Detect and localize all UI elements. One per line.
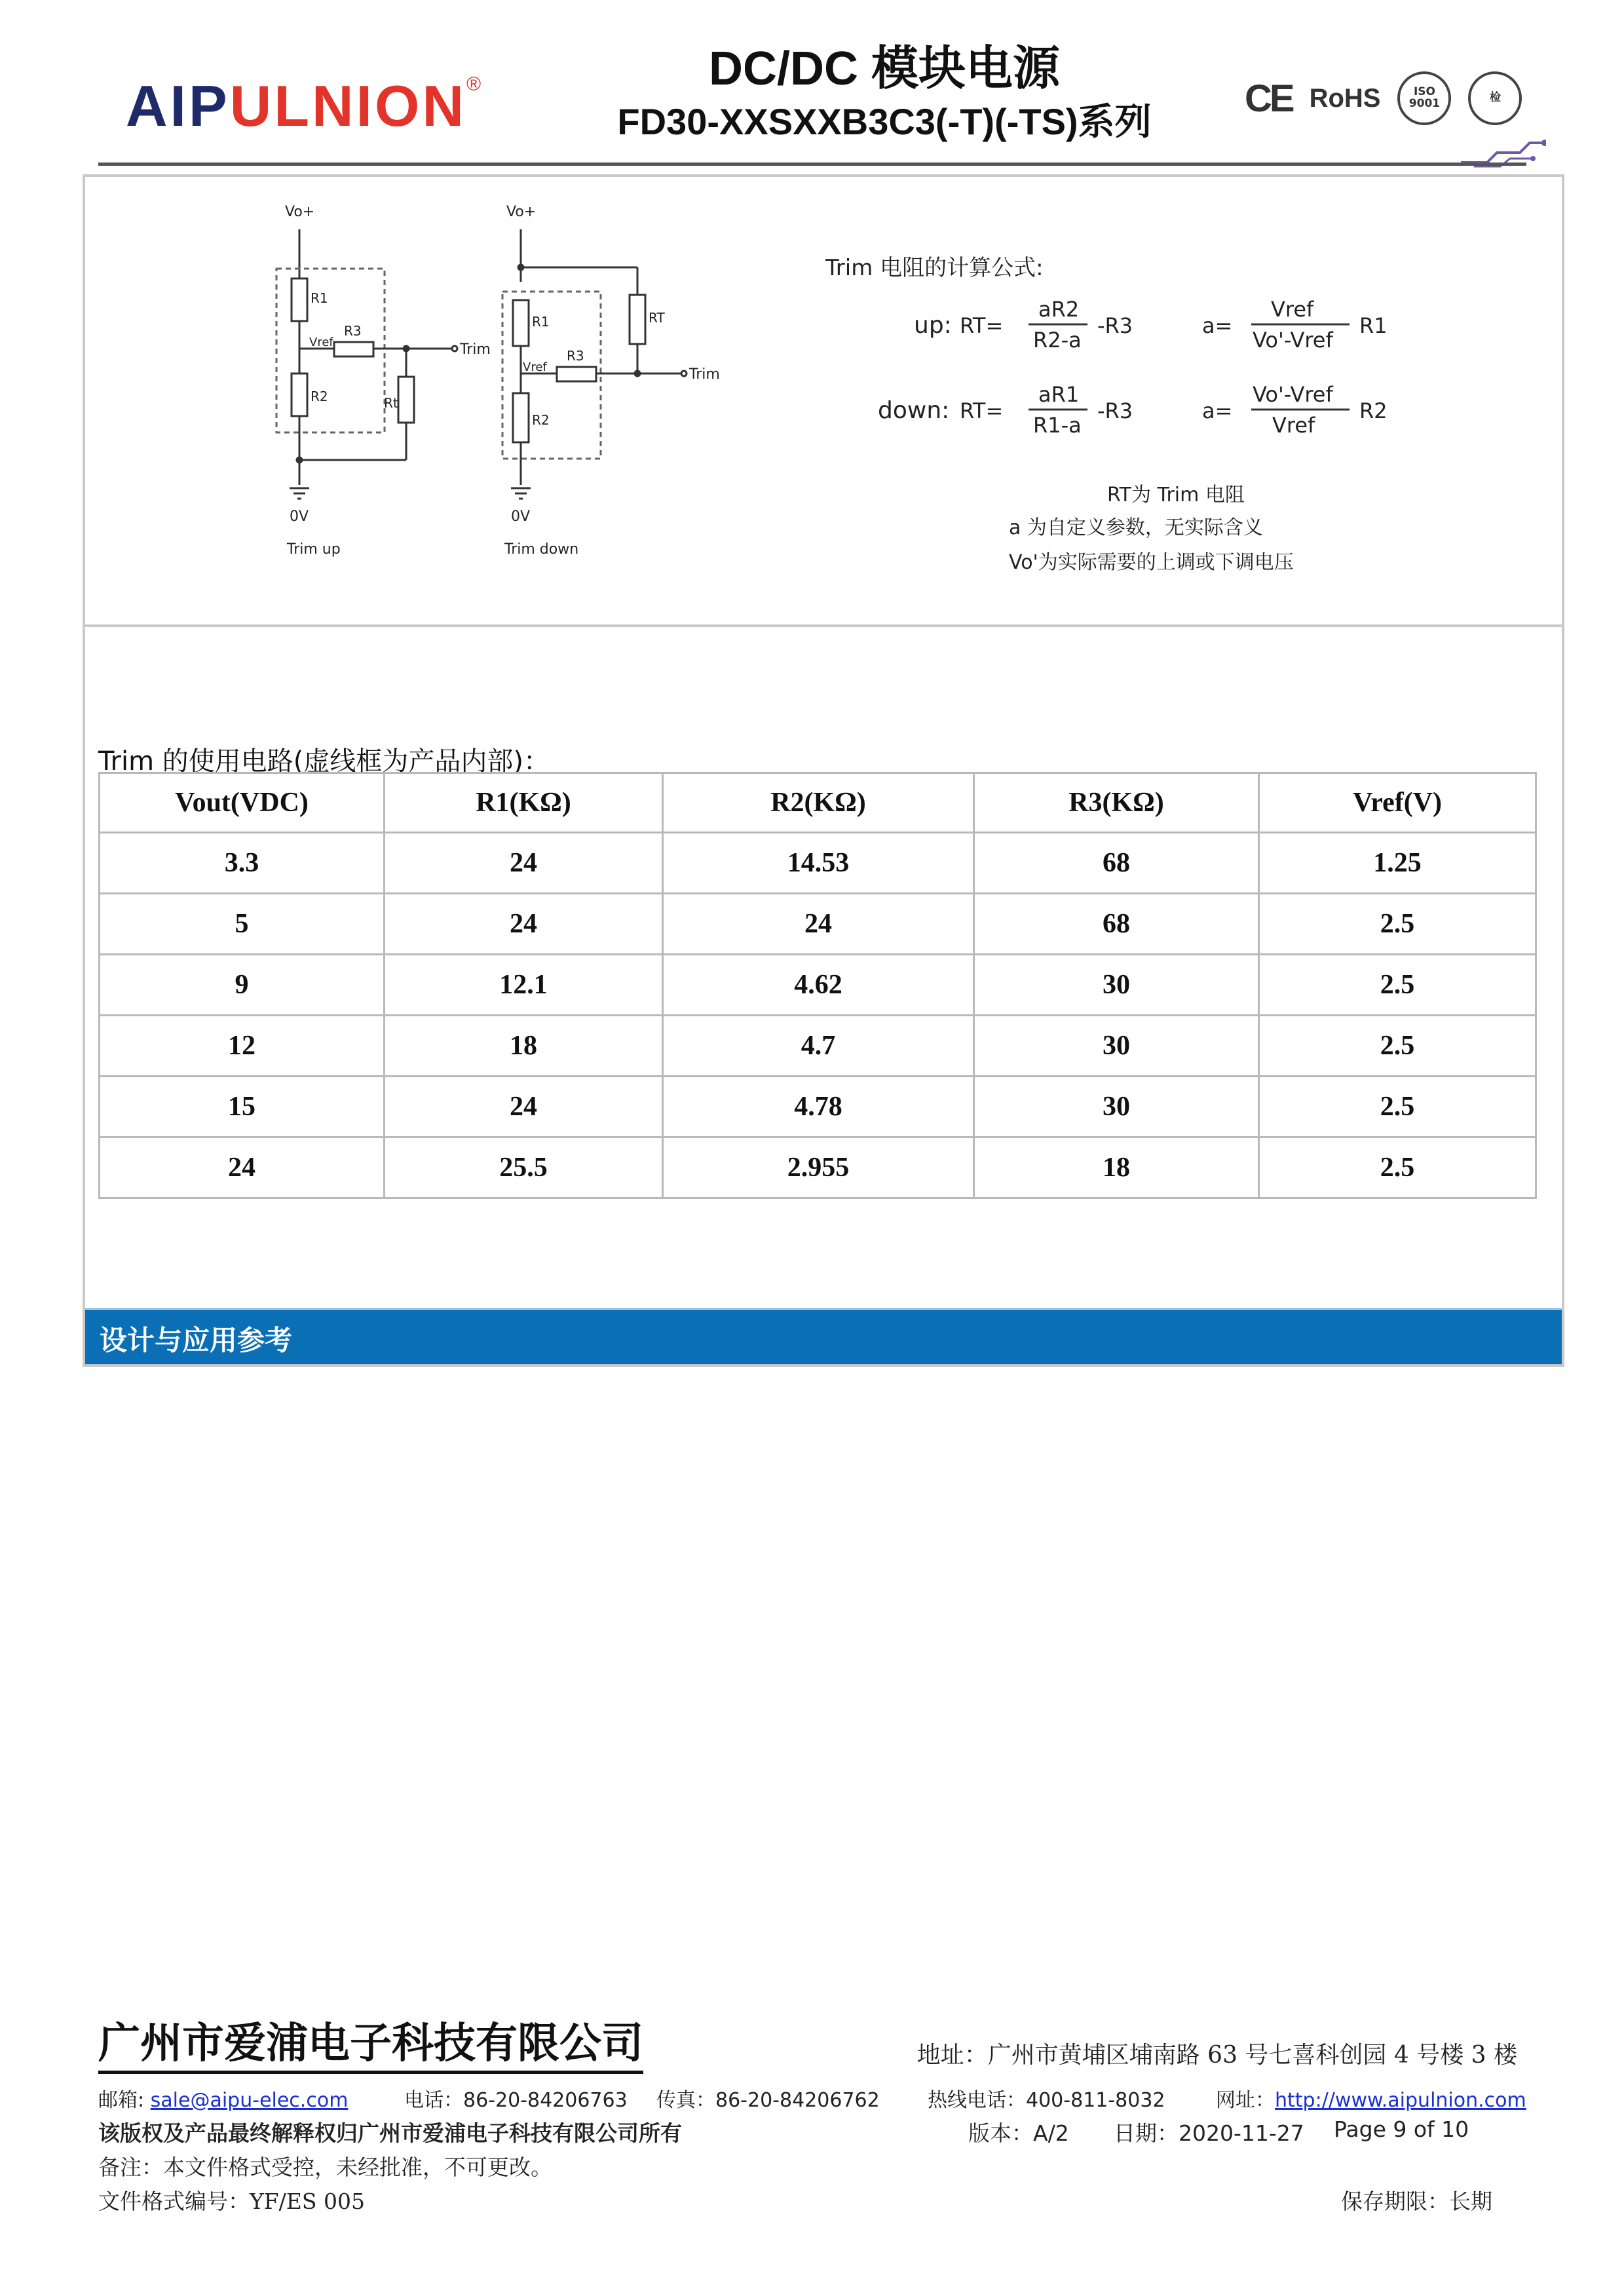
down-label: down: [878,397,950,424]
iso-seal-icon: ISO 9001 [1397,71,1451,125]
a-down-numerator: Vo'-Vref [1253,382,1333,407]
quality-seal-icon: 检 [1468,71,1522,125]
email-label: 邮箱: [98,2089,151,2112]
cell-r2: 24 [663,894,974,955]
up-numerator: aR2 [1038,297,1080,322]
up-minus-r3: -R3 [1097,313,1133,338]
footer-address: 地址：广州市黄埔区埔南路 63 号七喜科创园 4 号楼 3 楼 [916,2042,1517,2069]
trim-down-r1-label: R1 [532,314,550,330]
a-down-denominator: Vref [1272,413,1315,438]
table-row [100,1016,1536,1077]
cell-vref: 2.5 [1259,1138,1536,1198]
cell-vref: 2.5 [1259,1077,1536,1138]
table-header-row [100,773,1536,833]
a-up-denominator: Vo'-Vref [1253,328,1333,353]
col-vout: Vout(VDC) [100,773,385,833]
cert-logos [1245,72,1522,124]
footer-version: 版本：A/2 [968,2120,1069,2146]
col-r2: R2(KΩ) [663,773,974,833]
footer-fax: 传真：86-20-84206762 [656,2089,880,2112]
trim-up-trim-label: Trim [460,341,491,358]
cell-r3: 30 [974,1016,1259,1077]
cell-r1: 24 [385,833,663,894]
cell-r1: 18 [385,1016,663,1077]
table-caption: Trim 的使用电路(虚线框为产品内部)： [98,746,550,776]
cell-vref: 2.5 [1259,955,1536,1016]
down-denominator: R1-a [1033,413,1082,438]
section-divider [83,624,1564,627]
trim-up-rt-label: Rt [384,395,398,411]
footer-page-number: Page 9 of 10 [1334,2116,1469,2142]
trim-up-r2-label: R2 [311,389,328,404]
cell-r2: 4.78 [663,1077,974,1138]
col-vref: Vref(V) [1259,773,1536,833]
footer-web-line [1216,2084,1526,2113]
trim-down-caption: Trim down [504,541,579,558]
table-row [100,1138,1536,1198]
note-a: a 为自定义参数，无实际含义 [1009,516,1263,539]
table-row [100,1077,1536,1138]
trim-resistor-table [98,772,1537,1199]
registered-mark: ® [466,73,484,95]
cell-r2: 14.53 [663,833,974,894]
trim-circuit-diagram [85,177,1562,622]
up-rt-eq: RT= [960,313,1004,338]
trim-down-0v-label: 0V [511,508,531,525]
footer-date: 日期：2020-11-27 [1114,2120,1304,2146]
logo-suffix: ULNION [229,73,467,138]
trim-down-trim-label: Trim [689,366,720,383]
trim-up-vo-label: Vo+ [285,204,315,220]
a-up-eq: a= [1202,313,1233,338]
trim-down-vo-label: Vo+ [506,204,537,220]
website-link[interactable]: http://www.aipulnion.com [1275,2089,1526,2112]
cell-vout: 12 [100,1016,385,1077]
cell-vout: 15 [100,1077,385,1138]
footer-note: 备注：本文件格式受控，未经批准，不可更改。 [98,2154,552,2180]
cell-vref: 2.5 [1259,894,1536,955]
footer-phone: 电话：86-20-84206763 [404,2089,628,2112]
section-bar [85,1308,1562,1364]
cell-r2: 2.955 [663,1138,974,1198]
cell-r3: 18 [974,1138,1259,1198]
down-minus-r3: -R3 [1097,398,1133,423]
logo-prefix: AIP [126,73,230,138]
footer-retention: 保存期限：长期 [1341,2189,1492,2214]
formula-title: Trim 电阻的计算公式: [825,255,1044,281]
cell-r1: 25.5 [385,1138,663,1198]
cell-r2: 4.7 [663,1016,974,1077]
trim-up-r3-label: R3 [344,323,362,339]
company-logo [126,73,484,138]
trim-up-0v-label: 0V [290,508,309,525]
cell-vout: 9 [100,955,385,1016]
email-link[interactable]: sale@aipu-elec.com [150,2089,349,2112]
note-rt: RT为 Trim 电阻 [1107,484,1245,507]
col-r1: R1(KΩ) [385,773,663,833]
cell-r3: 30 [974,955,1259,1016]
trim-down-r3-label: R3 [567,348,584,364]
a-up-numerator: Vref [1271,297,1314,322]
cell-vout: 5 [100,894,385,955]
page-subtitle: FD30-XXSXXB3C3(-T)(-TS)系列 [617,101,1152,142]
a-down-eq: a= [1202,398,1233,423]
trim-up-r1-label: R1 [311,290,328,306]
footer-copyright: 该版权及产品最终解释权归广州市爱浦电子科技有限公司所有 [98,2120,682,2146]
page-title: DC/DC 模块电源 [709,43,1060,95]
footer-hotline: 热线电话：400-811-8032 [928,2089,1165,2112]
rohs-mark-icon: RoHS [1309,83,1381,113]
cell-r3: 68 [974,894,1259,955]
cell-r3: 68 [974,833,1259,894]
section-bar-title: 设计与应用参考 [100,1324,293,1356]
trim-down-vref-label: Vref [523,360,547,374]
footer-company-name: 广州市爱浦电子科技有限公司 [98,2019,643,2074]
cell-vout: 24 [100,1138,385,1198]
up-denominator: R2-a [1033,328,1082,353]
trim-down-r2-label: R2 [532,412,550,428]
header-rule [98,163,1526,166]
trim-down-rt-label: RT [649,310,665,326]
trim-up-vref-label: Vref [309,335,333,349]
cell-r1: 12.1 [385,955,663,1016]
a-down-mult: R2 [1359,398,1388,423]
cell-vref: 1.25 [1259,833,1536,894]
down-numerator: aR1 [1038,382,1080,407]
cell-vref: 2.5 [1259,1016,1536,1077]
down-rt-eq: RT= [960,398,1004,423]
cell-r2: 4.62 [663,955,974,1016]
cell-vout: 3.3 [100,833,385,894]
footer-doc-code: 文件格式编号：YF/ES 005 [98,2189,365,2214]
cell-r1: 24 [385,894,663,955]
web-label: 网址： [1216,2089,1275,2112]
ce-mark-icon: CE [1245,77,1293,120]
note-vo: Vo'为实际需要的上调或下调电压 [1009,551,1294,574]
cell-r1: 24 [385,1077,663,1138]
footer-email-line [98,2084,348,2113]
table-row [100,955,1536,1016]
a-up-mult: R1 [1359,313,1388,338]
col-r3: R3(KΩ) [974,773,1259,833]
trim-up-caption: Trim up [287,541,341,558]
table-row [100,833,1536,894]
up-label: up: [914,312,952,339]
cell-r3: 30 [974,1077,1259,1138]
table-row [100,894,1536,955]
